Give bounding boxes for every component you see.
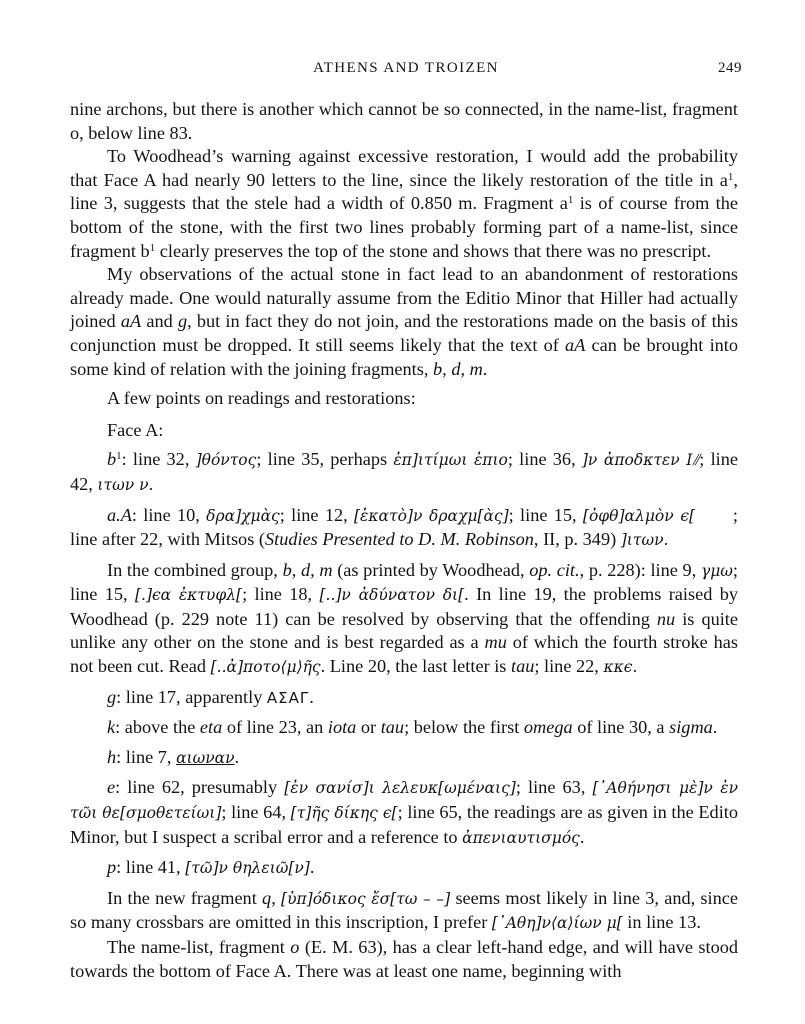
paragraph-fragment-q: In the new fragment q, [ὑπ]όδικος ἔσ[τω – –] seems most likely in line 3, and, since so many crossbars are omitted in this inscription, I prefer [᾿Αθη]ν⟨α⟩ίων μ[ in line 13.	[70, 887, 738, 933]
reading-h: h: line 7, αιωναν.	[107, 746, 240, 767]
reading-k: k: above the eta of line 23, an iota or tau; below the first omega of line 30, a sigma.	[107, 717, 718, 738]
paragraph-points-intro: A few points on readings and restorations:	[107, 388, 416, 409]
paragraph-continuation: nine archons, but there is another which cannot be so connected, in the name-list, fragment o, below line 83.	[70, 99, 738, 143]
section-heading-face-a: Face A:	[107, 419, 164, 440]
reading-e: e: line 62, presumably [ἐν σανίσ]ι λελευκ[ωμέναις]; line 63, [᾿Αθήνησι μὲ]ν ἐν τῶι θε[σμοθετείωι]; line 64, [τ]ῆς δίκης ϵ[; line 65, the readings are as given in the Edito Minor, but I suspect a scribal error and a reference to ἀπενιαυτισμός.	[70, 777, 739, 847]
body-text	[70, 98, 743, 983]
page-number: 249	[718, 60, 742, 76]
paragraph-observations: My observations of the actual stone in fact lead to an abandonment of restorations already made. One would naturally assume from the Editio Minor that Hiller had actually joined aA and g, but in fact they do not join, and the restorations made on the basis of this conjunction must be dropped. It still seems likely that the text of aA can be brought into some kind of relation with the joining fragments, b, d, m.	[70, 264, 739, 379]
running-title: ATHENS AND TROIZEN	[313, 60, 499, 76]
running-head	[70, 60, 742, 84]
reading-p: p: line 41, [τῶ]ν θηλειῶ[ν].	[107, 857, 315, 878]
paragraph-name-list: The name-list, fragment o (E. M. 63), has a clear left-hand edge, and will have stood towards the bottom of Face A. There was at least one name, beginning with	[70, 937, 739, 981]
paragraph-face-width: To Woodhead’s warning against excessive restoration, I would add the probability that Face A had nearly 90 letters to the line, since the likely restoration of the title in $a^1$, line 3, suggests that the stele had a width of 0.850 m. Fragment $a^1$ is of course from the bottom of the stone, with the first two lines probably forming part of a name-list, since fragment $b^1$ clearly preserves the top of the stone and shows that there was no prescript.	[70, 146, 738, 261]
reading-g: g: line 17, apparently ΑΣΑΓ.	[107, 686, 314, 707]
paragraph-combined-group: In the combined group, b, d, m (as printed by Woodhead, op. cit., p. 228): line 9, γμω; line 15, [.]ϵα ἐκτυφλ[; line 18, [..]ν ἀδύνατον δι[. In line 19, the problems raised by Woodhead (p. 229 note 11) can be resolved by observing that the offending nu is quite unlike any other on the stone and is best regarded as a mu of which the fourth stroke has not been cut. Read [..ἀ]ποτο⟨μ⟩ῆς. Line 20, the last letter is tau; line 22, κκϵ.	[70, 559, 739, 677]
reading-aA: a.A: line 10, δρα]χμὰς; line 12, [ἑκατὸ]ν δραχμ[ὰς]; line 15, [ὀφθ]αλμὸν ϵ[ ; line after 22, with Mitsos (Studies Presented to D. M. Robinson, II, p. 349) ]ιτων.	[70, 504, 743, 550]
reading-b1: $b^1$: line 32, ]θόντος; line 35, perhaps ἐπ]ιτίμωι ἐπιο; line 36, ]ν ἀποδκτεν Ι⫽; line 42, ιτων ν.	[70, 449, 738, 494]
